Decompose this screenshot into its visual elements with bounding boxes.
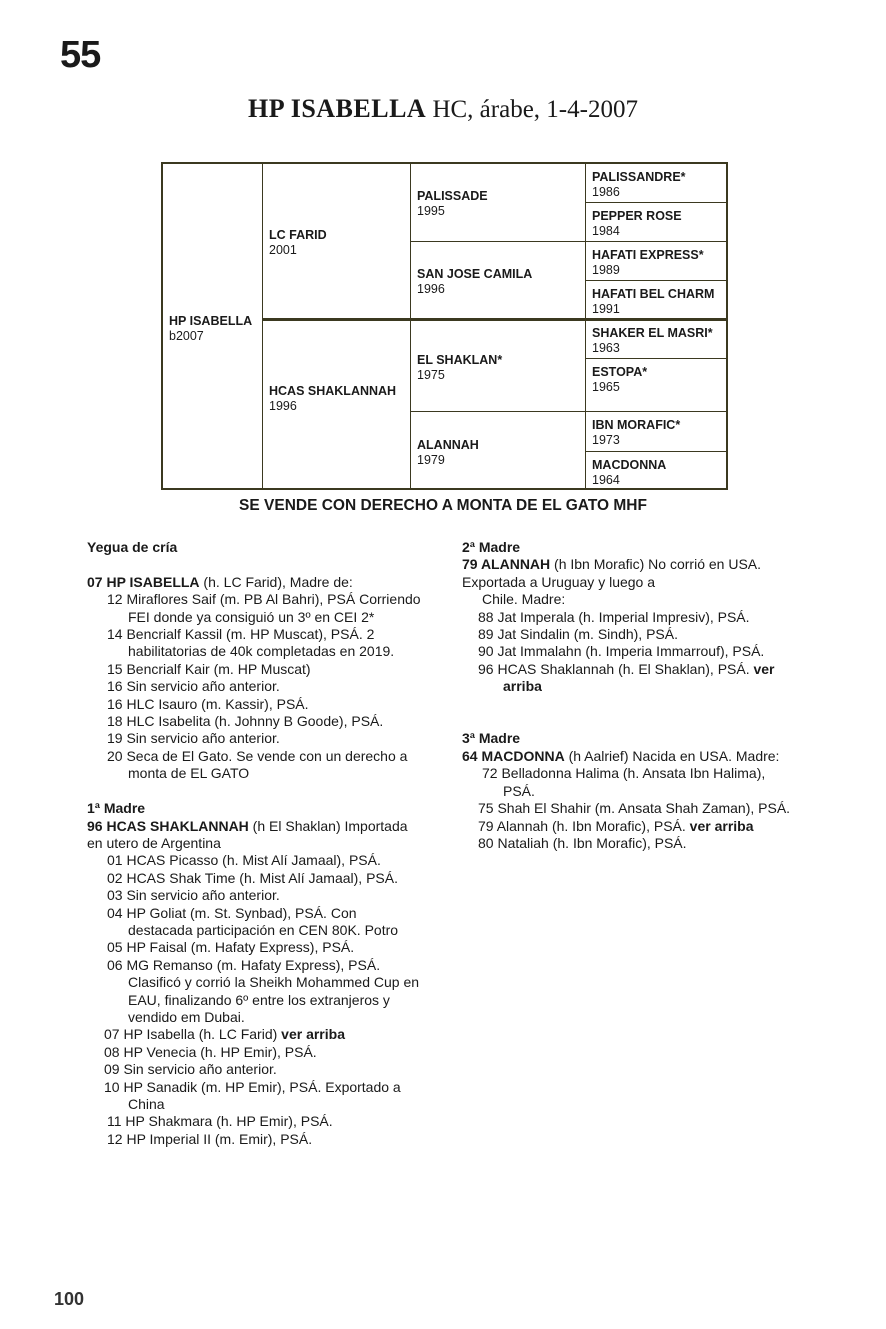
pedigree-ancestor: MACDONNA 1964 xyxy=(592,458,667,487)
list-item: 88 Jat Imperala (h. Imperial Impresiv), PSÁ. xyxy=(478,608,750,625)
list-item: 19 Sin servicio año anterior. xyxy=(107,730,280,747)
list-item: 72 Belladonna Halima (h. Ansata Ibn Halima), xyxy=(482,765,766,782)
madre1-entry-cont: en utero de Argentina xyxy=(87,834,221,851)
section-heading: 2ª Madre xyxy=(462,539,521,555)
list-item: 09 Sin servicio año anterior. xyxy=(104,1061,277,1078)
pedigree-sire-dam: SAN JOSE CAMILA 1996 xyxy=(417,267,533,296)
list-item: 05 HP Faisal (m. Hafaty Express), PSÁ. xyxy=(107,939,355,956)
list-item: 12 HP Imperial II (m. Emir), PSÁ. xyxy=(107,1130,313,1147)
page-number: 100 xyxy=(54,1289,85,1309)
list-item: habilitatorias de 40k completadas en 2019. xyxy=(128,643,395,660)
list-item: 11 HP Shakmara (h. HP Emir), PSÁ. xyxy=(107,1113,333,1130)
madre1-entry: 96 HCAS SHAKLANNAH (h El Shaklan) Importada xyxy=(87,817,408,834)
madre3-entry: 64 MACDONNA (h Aalrief) Nacida en USA. Madre: xyxy=(462,747,780,764)
list-item: 10 HP Sanadik (m. HP Emir), PSÁ. Exportado a xyxy=(104,1078,401,1095)
list-item: 80 Nataliah (h. Ibn Morafic), PSÁ. xyxy=(478,834,687,851)
list-item: 79 Alannah (h. Ibn Morafic), PSÁ. ver arriba xyxy=(478,817,754,834)
pedigree-sire: LC FARID 2001 xyxy=(269,228,327,257)
list-item: China xyxy=(128,1096,165,1112)
list-item: 75 Shah El Shahir (m. Ansata Shah Zaman), PSÁ. xyxy=(478,800,791,817)
list-item: 90 Jat Immalahn (h. Imperia Immarrouf), PSÁ. xyxy=(478,643,765,660)
pedigree-ancestor: HAFATI EXPRESS* 1989 xyxy=(592,248,704,277)
list-item: 08 HP Venecia (h. HP Emir), PSÁ. xyxy=(104,1043,317,1060)
horse-name: HP ISABELLA xyxy=(248,94,427,123)
list-item: 16 HLC Isauro (m. Kassir), PSÁ. xyxy=(107,695,309,712)
pedigree-sire-sire: PALISSADE 1995 xyxy=(417,189,488,218)
section-heading: 1ª Madre xyxy=(87,800,146,817)
list-item-cont: arriba xyxy=(503,678,542,695)
list-item-cont: PSÁ. xyxy=(503,782,535,799)
pedigree-ancestor: PEPPER ROSE 1984 xyxy=(592,209,682,238)
list-item: destacada participación en CEN 80K. Potro xyxy=(128,921,399,938)
list-item: 20 Seca de El Gato. Se vende con un derecho a xyxy=(107,747,408,764)
page-title xyxy=(0,94,886,124)
list-item: FEI donde ya consiguió un 3º en CEI 2* xyxy=(128,608,375,625)
left-column xyxy=(87,539,452,1148)
list-item: 02 HCAS Shak Time (h. Mist Alí Jamaal), PSÁ. xyxy=(107,869,398,886)
pedigree-ancestor: IBN MORAFIC* 1973 xyxy=(592,418,681,447)
list-item: 15 Bencrialf Kair (m. HP Muscat) xyxy=(107,660,311,677)
horse-details: HC, árabe, 1-4-2007 xyxy=(432,96,638,123)
list-item: 04 HP Goliat (m. St. Synbad), PSÁ. Con xyxy=(107,904,357,921)
list-item: 06 MG Remanso (m. Hafaty Express), PSÁ. xyxy=(107,956,381,973)
pedigree-dam: HCAS SHAKLANNAH 1996 xyxy=(269,384,397,413)
pedigree-table xyxy=(161,162,728,490)
list-item: monta de EL GATO xyxy=(128,765,250,782)
madre2-entry-cont: Chile. Madre: xyxy=(482,591,566,608)
pedigree-ancestor: PALISSANDRE* 1986 xyxy=(592,170,686,199)
list-item: 18 HLC Isabelita (h. Johnny B Goode), PSÁ. xyxy=(107,713,384,730)
list-item: 16 Sin servicio año anterior. xyxy=(107,678,280,695)
madre2-entry-cont: Exportada a Uruguay y luego a xyxy=(462,573,656,590)
lot-number: 55 xyxy=(60,34,101,76)
right-column xyxy=(462,539,862,852)
sale-note: SE VENDE CON DERECHO A MONTA DE EL GATO MHF xyxy=(239,497,647,514)
madre2-entry: 79 ALANNAH (h Ibn Morafic) No corrió en USA. xyxy=(462,556,762,573)
main-entry: 07 HP ISABELLA (h. LC Farid), Madre de: xyxy=(87,573,353,590)
pedigree-dam-dam: ALANNAH 1979 xyxy=(417,438,479,467)
list-item: vendido em Dubai. xyxy=(128,1008,245,1025)
pedigree-dam-sire: EL SHAKLAN* 1975 xyxy=(417,353,503,382)
section-heading: 3ª Madre xyxy=(462,730,521,747)
pedigree-ancestor: SHAKER EL MASRI* 1963 xyxy=(592,326,713,355)
list-item: 12 Miraflores Saif (m. PB Al Bahri), PSÁ Corriendo xyxy=(107,591,421,608)
list-item: 07 HP Isabella (h. LC Farid) ver arriba xyxy=(104,1026,345,1043)
pedigree-ancestor: HAFATI BEL CHARM 1991 xyxy=(592,287,715,316)
pedigree-subject: HP ISABELLA b2007 xyxy=(169,314,253,343)
section-heading: Yegua de cría xyxy=(87,539,178,555)
list-item: EAU, finalizando 6º entre los extranjeros y xyxy=(128,991,390,1008)
list-item: 96 HCAS Shaklannah (h. El Shaklan), PSÁ. ver xyxy=(478,660,775,677)
list-item: Clasificó y corrió la Sheikh Mohammed Cup en xyxy=(128,974,420,991)
list-item: 03 Sin servicio año anterior. xyxy=(107,887,280,904)
list-item: 14 Bencrialf Kassil (m. HP Muscat), PSÁ. 2 xyxy=(107,626,375,643)
list-item: 01 HCAS Picasso (h. Mist Alí Jamaal), PSÁ. xyxy=(107,852,381,869)
list-item: 89 Jat Sindalin (m. Sindh), PSÁ. xyxy=(478,626,678,643)
pedigree-ancestor: ESTOPA* 1965 xyxy=(592,365,648,394)
